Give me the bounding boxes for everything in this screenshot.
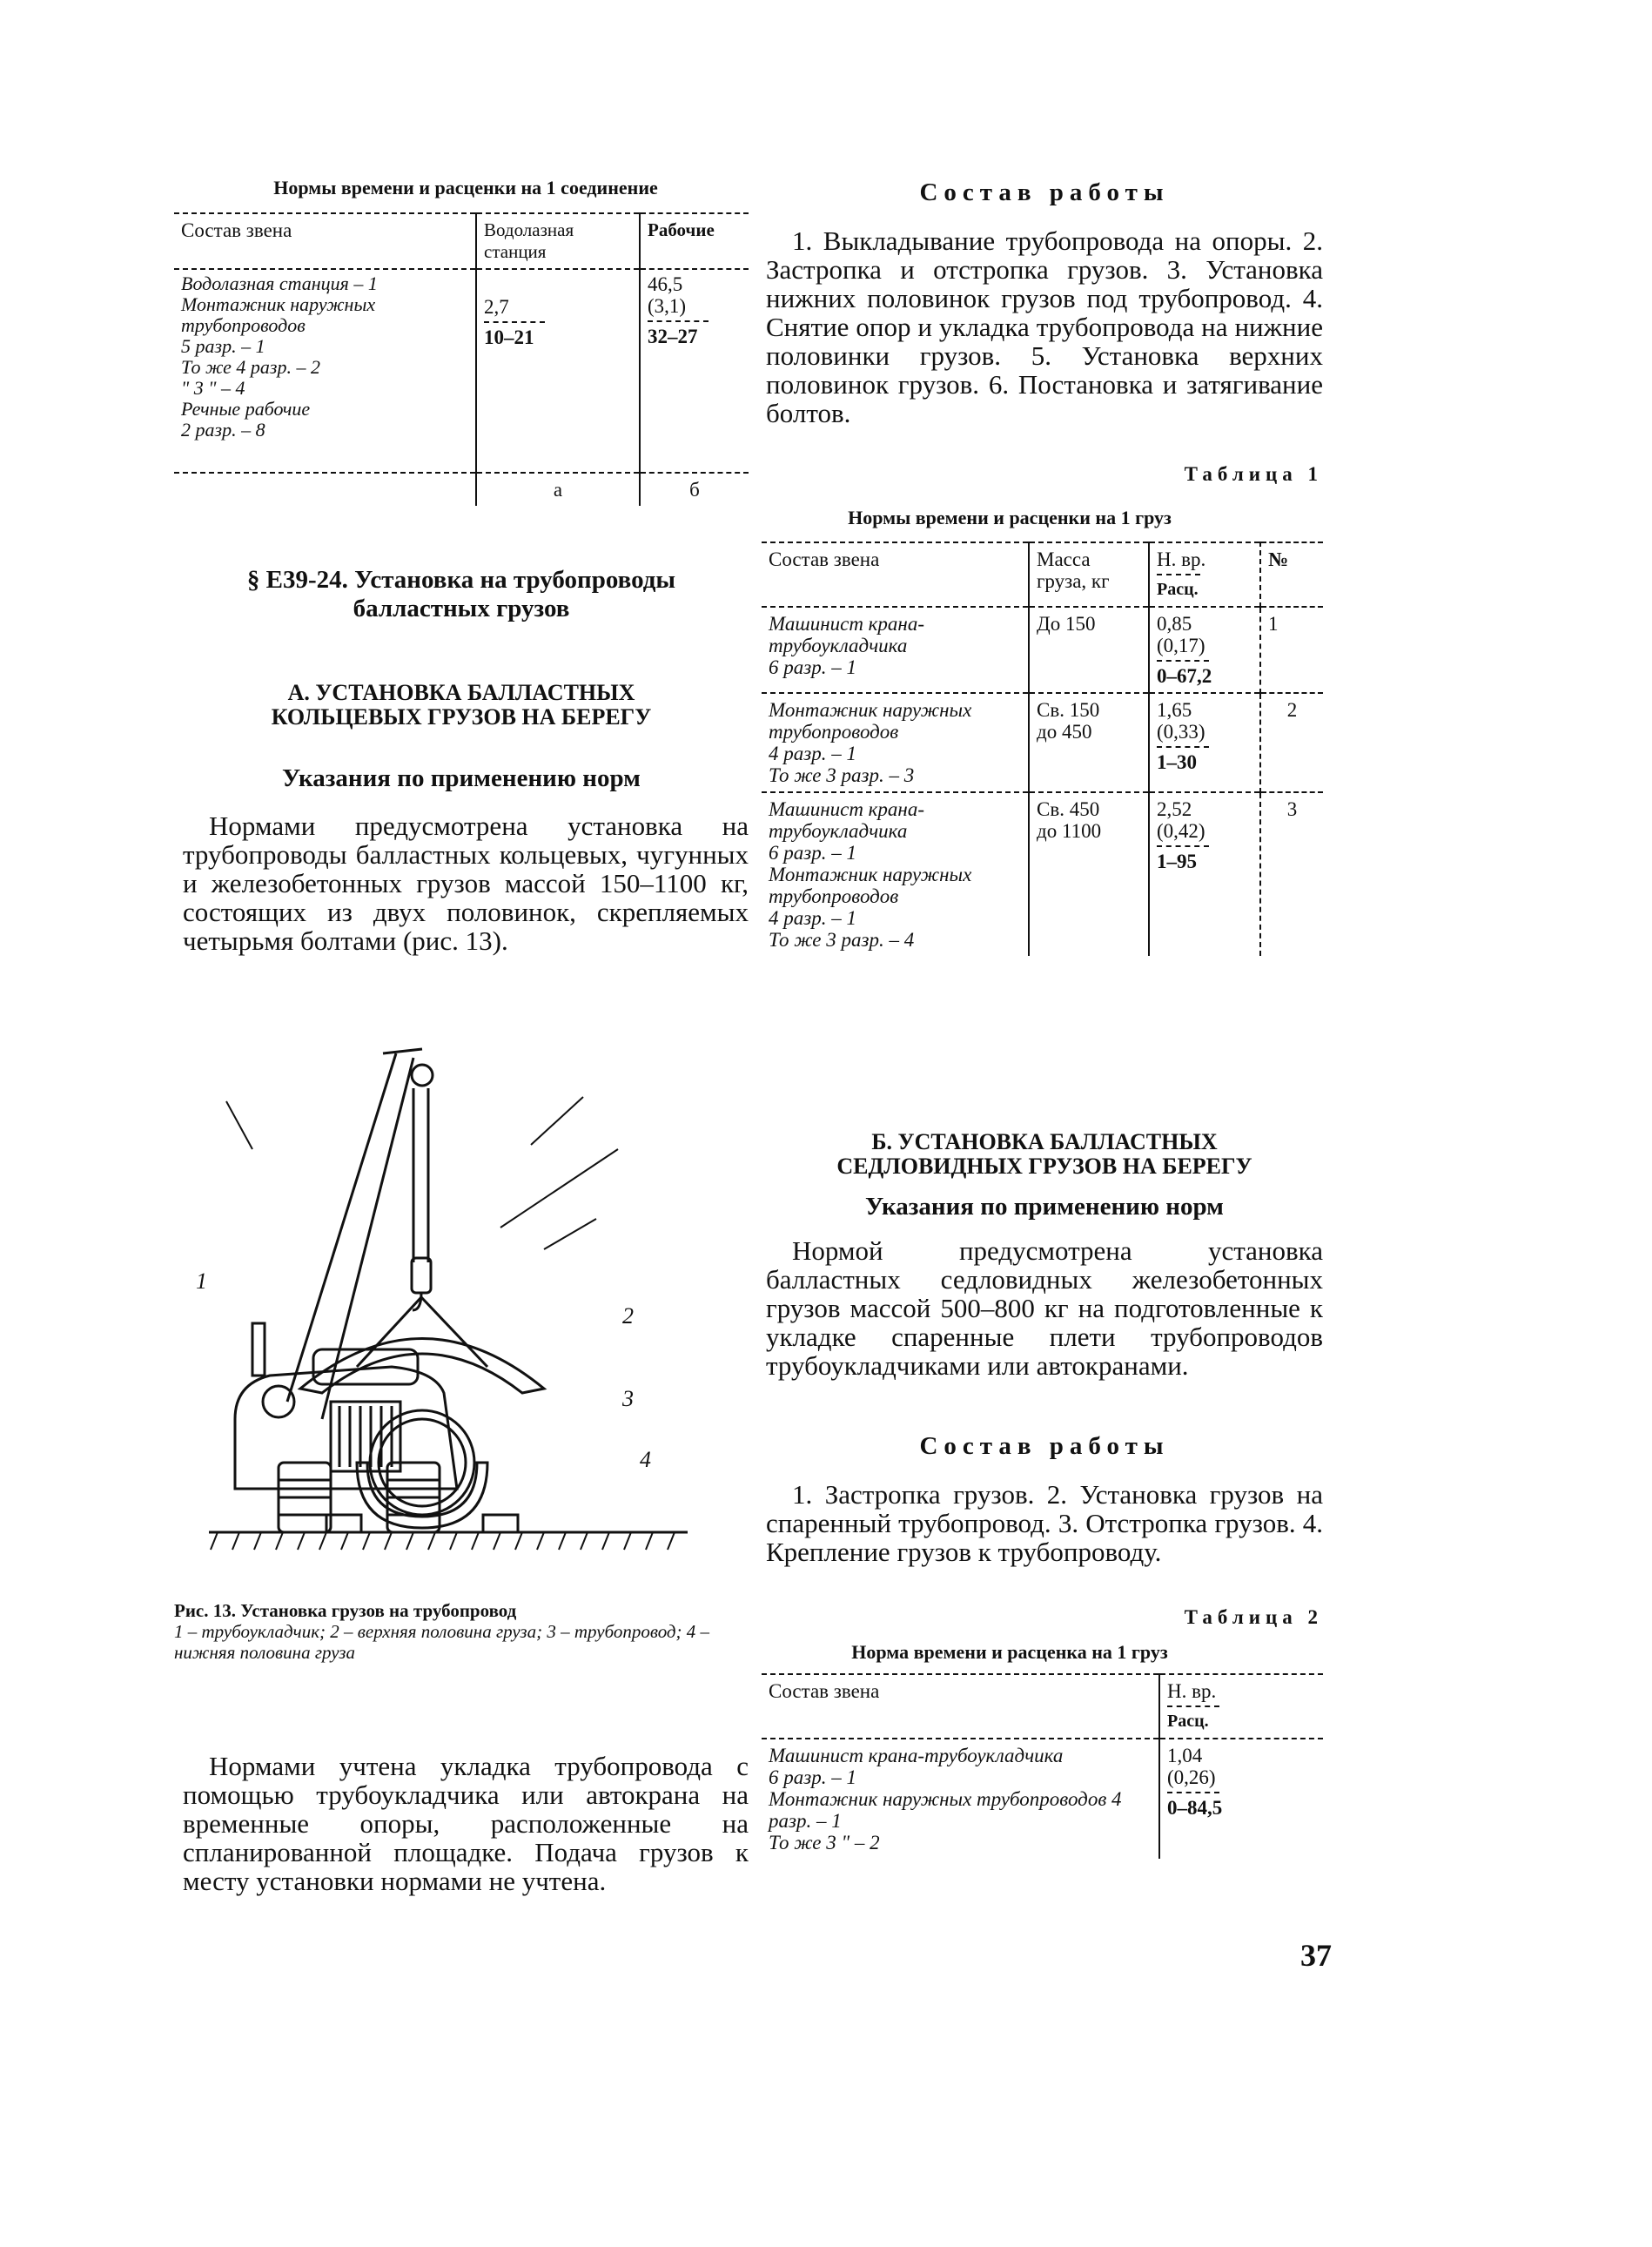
hook-block (412, 1258, 431, 1293)
t1-th-mass: Масса груза, кг (1029, 542, 1149, 607)
table-row (762, 1739, 1323, 1859)
subsection-b (766, 1130, 1323, 1179)
t1-r3-mass (1029, 792, 1149, 956)
t2-norm (1159, 1739, 1323, 1859)
workers-hrs-bracket: (3,1) (648, 295, 687, 317)
subsection-a-line2: КОЛЬЦЕВЫХ ГРУЗОВ НА БЕРЕГУ (271, 704, 652, 730)
mass-line: До 150 (1037, 613, 1096, 635)
t2-th-hrs: Н. вр. (1167, 1680, 1217, 1702)
t1-r1-mass (1029, 607, 1149, 693)
t1-r3-crew (762, 792, 1029, 956)
mass-line: Св. 150 (1037, 699, 1100, 721)
t2-crew (762, 1739, 1159, 1859)
pipelayer-figure (196, 1036, 696, 1558)
workers-hrs: 46,5 (648, 273, 683, 295)
crew-line: 2 разр. – 8 (181, 419, 265, 441)
table-row (762, 607, 1323, 693)
th-workers: Рабочие (640, 213, 749, 269)
workers-cell (640, 269, 749, 473)
t1-th-hrs: Н. вр. (1157, 548, 1206, 570)
crew-line: То же 4 разр. – 2 (181, 356, 320, 378)
t2-th-crew: Состав звена (769, 1680, 880, 1702)
table2-label: Таблица 2 (1184, 1606, 1323, 1628)
work-heading-2: Состав работы (919, 1432, 1170, 1460)
t1-r3-hrs: 2,52 (1157, 798, 1192, 820)
fig-label-2: 2 (622, 1303, 634, 1329)
t1-th-norm (1149, 542, 1260, 607)
mass-line: Св. 450 (1037, 798, 1100, 820)
table2-caption: Норма времени и расценка на 1 груз (851, 1641, 1168, 1663)
instructions-heading-b: Указания по применению норм (865, 1193, 1224, 1221)
t1-r1-no: 1 (1260, 607, 1323, 693)
fig-label-3: 3 (622, 1386, 634, 1411)
pulley (412, 1065, 433, 1086)
t2-hrs: 1,04 (1167, 1745, 1203, 1766)
figure-caption-title: Рис. 13. Установка грузов на трубопровод (174, 1600, 517, 1621)
subsection-b-line2: СЕДЛОВИДНЫХ ГРУЗОВ НА БЕРЕГУ (836, 1154, 1252, 1179)
th-station: Водолазная станция (476, 213, 640, 269)
t2-rate: 0–84,5 (1167, 1797, 1223, 1819)
work-text-1: 1. Выкладывание трубопровода на опоры. 2. Застропка и отстропка грузов. 3. Установка нижних половинок грузов под трубопровод. 4. Снятие опор и укладка трубопровода на нижние половинки грузов. 5. Установка верхних половинок грузов. 6. Постановка и затягивание болтов. (766, 225, 1323, 428)
t1-th-no: № (1260, 542, 1323, 607)
exhaust-pipe (252, 1323, 265, 1376)
crew-line: Монтажник наружных трубопроводов 4 разр. – 1 (769, 1788, 1122, 1832)
paragraph-1: Нормами предусмотрена установка на трубопроводы балластных кольцевых, чугунных и железобетонных грузов массой 150–1100 кг, состоящих из двух половинок, скрепляемых четырьмя болтами (рис. 13). (183, 811, 749, 956)
subsection-b-line1: Б. УСТАНОВКА БАЛЛАСТНЫХ (871, 1129, 1218, 1154)
table1-caption: Нормы времени и расценки на 1 груз (848, 507, 1172, 528)
crew-line: 4 разр. – 1 (769, 907, 856, 929)
radiator-grille (331, 1402, 400, 1471)
table-top-caption: Нормы времени и расценки на 1 соединение (273, 177, 658, 198)
t1-r3-no: 3 (1260, 792, 1323, 956)
crew-line: Машинист крана-трубоукладчика (769, 613, 925, 656)
t1-r3-hrs2: (0,42) (1157, 820, 1205, 842)
crew-line: Водолазная станция – 1 (181, 272, 378, 294)
paragraph-2: Нормами учтена укладка трубопровода с помощью трубоукладчика или автокрана на временные опоры, расположенные на спланированной площадке. Подача грузов к месту установки нормами не учтена. (183, 1751, 749, 1896)
figure-caption-body: 1 – трубоукладчик; 2 – верхняя половина груза; 3 – трубопровод; 4 – нижняя половина груза (174, 1621, 710, 1663)
mass-line: до 450 (1037, 721, 1092, 743)
page-number: 37 (1300, 1938, 1332, 1973)
crew-line: 6 разр. – 1 (769, 656, 856, 678)
t1-r1-crew (762, 607, 1029, 693)
t1-r1-norm (1149, 607, 1260, 693)
crew-cell (174, 269, 476, 473)
fig-label-4: 4 (640, 1447, 651, 1472)
figure-caption (174, 1600, 731, 1663)
section-title (174, 566, 749, 623)
t1-r3-norm (1149, 792, 1260, 956)
t1-r2-mass (1029, 693, 1149, 792)
t1-r1-hrs: 0,85 (1157, 613, 1192, 635)
work-text-2: 1. Застропка грузов. 2. Установка грузов на спаренный трубопровод. 3. Отстропка грузов. 4. Крепление грузов к трубопроводу. (766, 1479, 1323, 1567)
subsection-a (174, 681, 749, 730)
station-hrs: 2,7 (484, 296, 509, 318)
crew-line: Машинист крана-трубоукладчика (769, 1745, 1064, 1766)
t1-r3-rate: 1–95 (1157, 851, 1197, 872)
col-b: б (640, 473, 749, 506)
crew-line: То же 3 разр. – 3 (769, 764, 915, 786)
t1-th-crew: Состав звена (769, 548, 880, 570)
t1-r2-no: 2 (1260, 693, 1323, 792)
crew-line: Машинист крана-трубоукладчика (769, 798, 925, 842)
station-rate: 10–21 (484, 326, 534, 348)
crew-line: 4 разр. – 1 (769, 743, 856, 764)
paragraph-b: Нормой предусмотрена установка балластных седловидных железобетонных грузов массой 500–800 кг на подготовленные к укладке спаренные плети трубопроводов трубоукладчиками или автокранами. (766, 1235, 1323, 1381)
t1-r1-hrs2: (0,17) (1157, 635, 1205, 656)
mass-line: до 1100 (1037, 820, 1102, 842)
table1 (762, 542, 1323, 956)
t1-r2-hrs: 1,65 (1157, 699, 1192, 721)
t1-r2-rate: 1–30 (1157, 751, 1197, 773)
crew-line: " 3 " – 4 (181, 377, 245, 399)
t2-hrs2: (0,26) (1167, 1766, 1216, 1788)
th-crew: Состав звена (181, 219, 292, 241)
crew-line: Монтажник наружных трубопроводов (181, 293, 376, 336)
section-title-line1: § Е39-24. Установка на трубопроводы (246, 566, 676, 594)
fig-label-1: 1 (196, 1268, 207, 1294)
workers-rate: 32–27 (648, 326, 698, 347)
table-top (174, 212, 749, 506)
t1-r2-norm (1149, 693, 1260, 792)
crew-line: Речные рабочие (181, 398, 311, 420)
crew-line: 5 разр. – 1 (181, 335, 265, 357)
crew-line: То же 3 " – 2 (769, 1832, 880, 1853)
crew-line: Монтажник наружных трубопроводов (769, 864, 972, 907)
table1-label: Таблица 1 (1184, 463, 1323, 485)
t1-r2-crew (762, 693, 1029, 792)
t1-th-rate: Расц. (1157, 580, 1199, 599)
subsection-a-line1: А. УСТАНОВКА БАЛЛАСТНЫХ (287, 680, 635, 705)
section-title-line2: балластных грузов (353, 595, 570, 622)
t1-r1-rate: 0–67,2 (1157, 665, 1212, 687)
work-heading-1: Состав работы (919, 178, 1170, 206)
instructions-heading: Указания по применению норм (282, 764, 641, 792)
table-row (762, 792, 1323, 956)
crew-line: 6 разр. – 1 (769, 842, 856, 864)
t1-r2-hrs2: (0,33) (1157, 721, 1205, 743)
t2-th-rate: Расц. (1167, 1712, 1209, 1731)
table-row (762, 693, 1323, 792)
support-right (483, 1515, 518, 1532)
col-a: а (476, 473, 640, 506)
crew-line: То же 3 разр. – 4 (769, 929, 915, 951)
t2-th-norm (1159, 1674, 1323, 1739)
crew-line: Монтажник наружных трубопроводов (769, 699, 972, 743)
crew-line: 6 разр. – 1 (769, 1766, 856, 1788)
station-cell (476, 269, 640, 473)
table2 (762, 1673, 1323, 1859)
